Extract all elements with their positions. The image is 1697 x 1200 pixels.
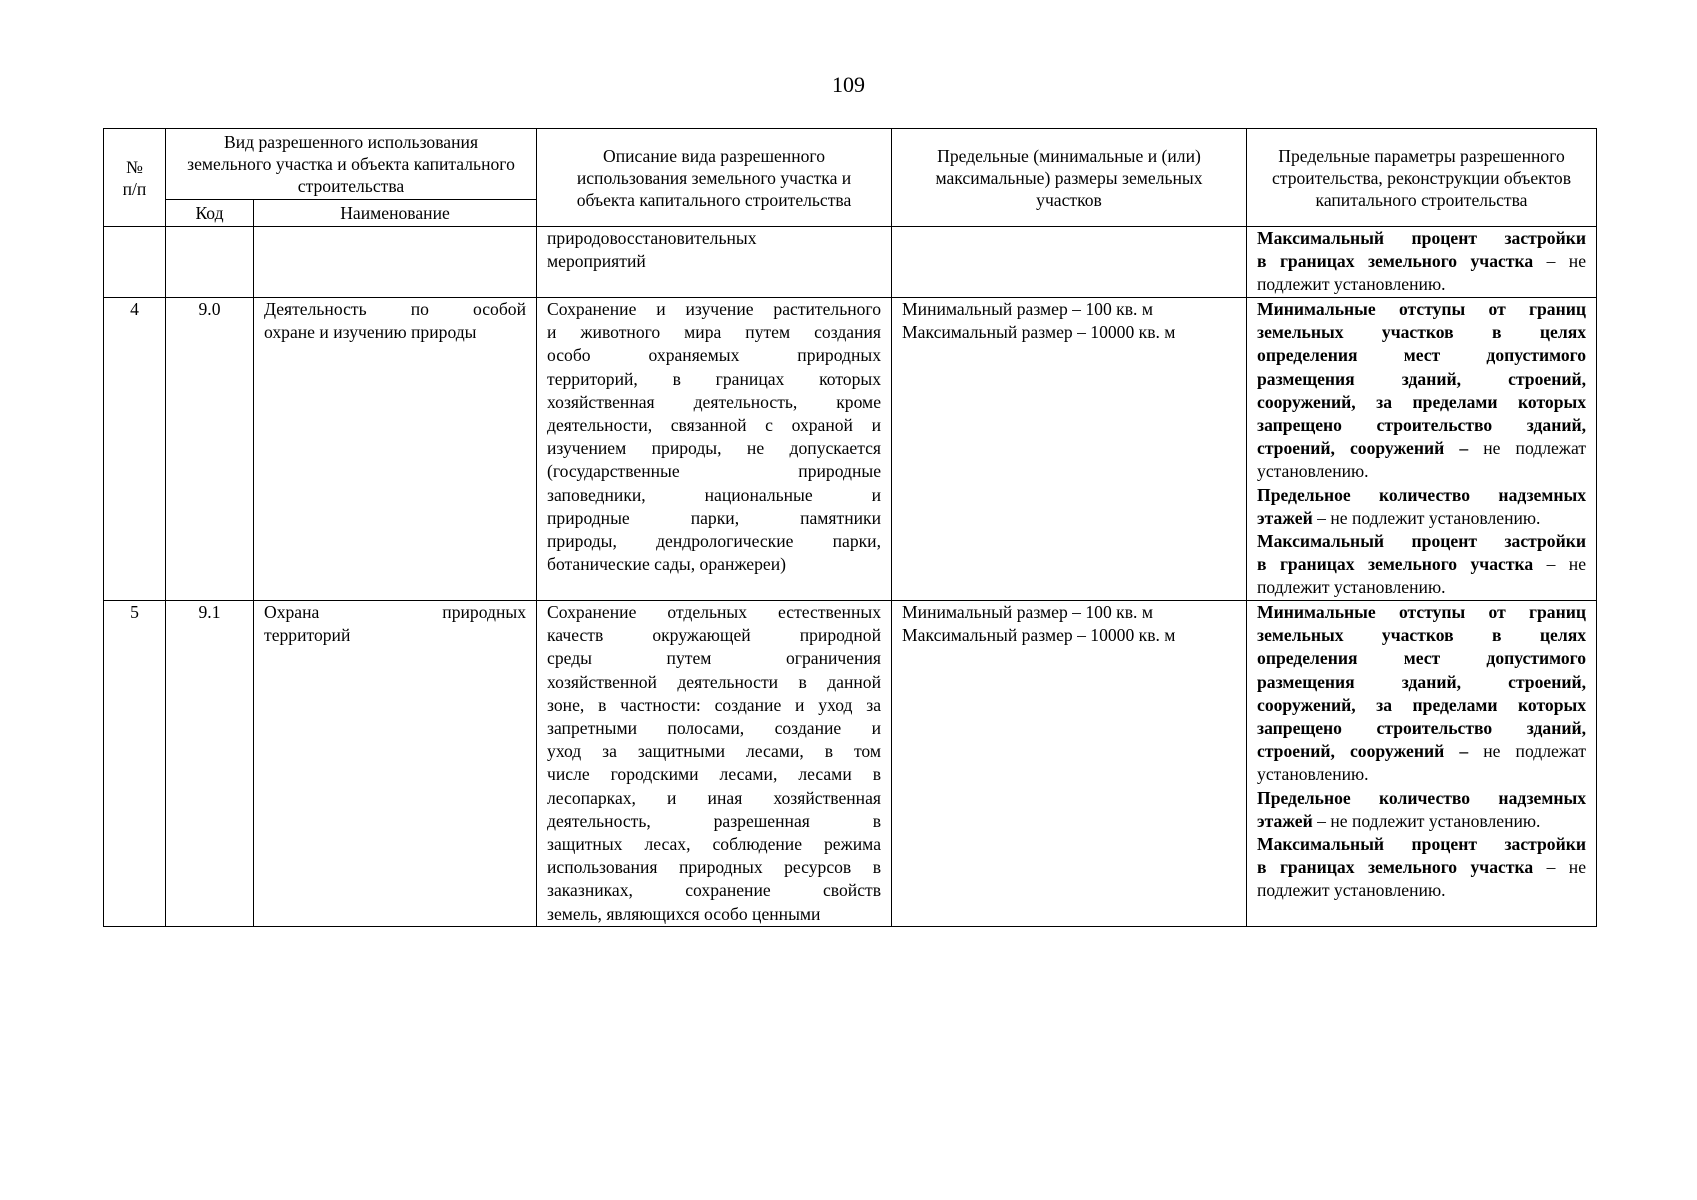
description-line: хозяйственная деятельность, кроме bbox=[547, 391, 882, 412]
cell-sizes bbox=[892, 601, 1247, 927]
params-line: этажей – не подлежит установлению. bbox=[1257, 507, 1541, 528]
params-line: подлежит установлению. bbox=[1257, 880, 1446, 901]
description-line: заказниках, сохранение свойств bbox=[547, 880, 882, 901]
description-line: среды путем ограничения bbox=[547, 648, 882, 669]
params-line: Минимальные отступы от границ bbox=[1257, 299, 1587, 319]
cell-num: 5 bbox=[104, 601, 166, 927]
cell-code: 9.1 bbox=[166, 601, 254, 927]
description-line: деятельность, разрешенная в bbox=[547, 810, 882, 831]
header-code: Код bbox=[166, 200, 254, 227]
cell-params bbox=[1247, 601, 1597, 927]
description-line: и животного мира путем создания bbox=[547, 322, 882, 343]
params-line: установлению. bbox=[1257, 764, 1369, 785]
cell-description bbox=[537, 298, 892, 601]
cell-description bbox=[537, 601, 892, 927]
cell-params bbox=[1247, 298, 1597, 601]
description-line: числе городскими лесами, лесами в bbox=[547, 764, 882, 785]
description-line: Сохранение и изучение растительного bbox=[547, 299, 882, 319]
params-line: сооружений, за пределами которых bbox=[1257, 391, 1587, 412]
params-line: Предельное количество надземных bbox=[1257, 484, 1587, 505]
size-max: Максимальный размер – 10000 кв. м bbox=[902, 322, 1176, 343]
params-line: размещения зданий, строений, bbox=[1257, 368, 1587, 389]
header-vid: Вид разрешенного использования земельного участка и объекта капитального строительства bbox=[166, 129, 537, 200]
cell-code: 9.0 bbox=[166, 298, 254, 601]
description-line: защитных лесах, соблюдение режима bbox=[547, 834, 882, 855]
description-line: Сохранение отдельных естественных bbox=[547, 602, 882, 622]
header-description: Описание вида разрешенного использования земельного участка и объекта капитального строительства bbox=[537, 129, 892, 227]
name-line: Деятельность по особой bbox=[264, 299, 527, 319]
description-line: качеств окружающей природной bbox=[547, 625, 882, 646]
size-min: Минимальный размер – 100 кв. м bbox=[902, 299, 1153, 319]
name-line: охране и изучению природы bbox=[264, 322, 477, 343]
header-sizes: Предельные (минимальные и (или) максимальные) размеры земельных участков bbox=[892, 129, 1247, 227]
description-line: зоне, в частности: создание и уход за bbox=[547, 694, 882, 715]
params-line: сооружений, за пределами которых bbox=[1257, 694, 1587, 715]
description-line: природовосстановительных bbox=[547, 228, 757, 248]
table-row bbox=[104, 298, 1597, 601]
cell-num bbox=[104, 227, 166, 298]
description-line: изучением природы, не допускается bbox=[547, 438, 882, 459]
description-line: природы, дендрологические парки, bbox=[547, 531, 882, 552]
table-row-continuation bbox=[104, 227, 1597, 298]
params-line: определения мест допустимого bbox=[1257, 345, 1587, 366]
header-params: Предельные параметры разрешенного строительства, реконструкции объектов капитального строительства bbox=[1247, 129, 1597, 227]
params-line: установлению. bbox=[1257, 461, 1369, 482]
params-line: Максимальный процент застройки bbox=[1257, 531, 1587, 552]
description-line: уход за защитными лесами, в том bbox=[547, 741, 882, 762]
description-line: территорий, в границах которых bbox=[547, 368, 882, 389]
description-line: деятельности, связанной с охраной и bbox=[547, 415, 882, 436]
params-line: в границах земельного участка – не bbox=[1257, 554, 1587, 575]
cell-params bbox=[1247, 227, 1597, 298]
description-line: природные парки, памятники bbox=[547, 507, 882, 528]
params-line: Предельное количество надземных bbox=[1257, 787, 1587, 808]
size-min: Минимальный размер – 100 кв. м bbox=[902, 602, 1153, 622]
name-line: территорий bbox=[264, 625, 351, 646]
description-line: заповедники, национальные и bbox=[547, 484, 882, 505]
params-line: Максимальный процент застройки bbox=[1257, 228, 1587, 248]
description-line: ботанические сады, оранжереи) bbox=[547, 554, 786, 575]
name-line: Охрана природных bbox=[264, 602, 527, 622]
cell-name bbox=[254, 227, 537, 298]
table-row bbox=[104, 601, 1597, 927]
params-line: запрещено строительство зданий, bbox=[1257, 415, 1587, 436]
params-line: подлежит установлению. bbox=[1257, 577, 1446, 598]
params-line: этажей – не подлежит установлению. bbox=[1257, 810, 1541, 831]
description-line: особо охраняемых природных bbox=[547, 345, 882, 366]
cell-name bbox=[254, 298, 537, 601]
header-num bbox=[104, 129, 166, 227]
description-line: лесопарках, и иная хозяйственная bbox=[547, 787, 882, 808]
page-number: 109 bbox=[832, 72, 865, 97]
cell-code bbox=[166, 227, 254, 298]
params-line: строений, сооружений – не подлежат bbox=[1257, 438, 1587, 459]
cell-description bbox=[537, 227, 892, 298]
cell-name bbox=[254, 601, 537, 927]
header-name: Наименование bbox=[254, 200, 537, 227]
description-line: мероприятий bbox=[547, 251, 646, 272]
description-line: (государственные природные bbox=[547, 461, 882, 482]
cell-sizes bbox=[892, 298, 1247, 601]
params-line: размещения зданий, строений, bbox=[1257, 671, 1587, 692]
params-line: Максимальный процент застройки bbox=[1257, 834, 1587, 855]
params-line: в границах земельного участка – не bbox=[1257, 251, 1587, 272]
params-line: земельных участков в целях bbox=[1257, 322, 1587, 343]
params-line: запрещено строительство зданий, bbox=[1257, 718, 1587, 739]
header-num-symbol: № bbox=[126, 156, 143, 177]
params-line: подлежит установлению. bbox=[1257, 274, 1446, 295]
description-line: запретными полосами, создание и bbox=[547, 718, 882, 739]
params-line: в границах земельного участка – не bbox=[1257, 857, 1587, 878]
params-line: земельных участков в целях bbox=[1257, 625, 1587, 646]
header-num-abbr: п/п bbox=[122, 178, 147, 199]
size-max: Максимальный размер – 10000 кв. м bbox=[902, 625, 1176, 646]
params-line: определения мест допустимого bbox=[1257, 648, 1587, 669]
cell-num: 4 bbox=[104, 298, 166, 601]
table-header bbox=[104, 129, 1597, 227]
cell-sizes bbox=[892, 227, 1247, 298]
description-line: земель, являющихся особо ценными bbox=[547, 903, 821, 924]
params-line: Минимальные отступы от границ bbox=[1257, 602, 1587, 622]
land-use-table bbox=[103, 128, 1597, 927]
description-line: использования природных ресурсов в bbox=[547, 857, 882, 878]
params-line: строений, сооружений – не подлежат bbox=[1257, 741, 1587, 762]
description-line: хозяйственной деятельности в данной bbox=[547, 671, 882, 692]
